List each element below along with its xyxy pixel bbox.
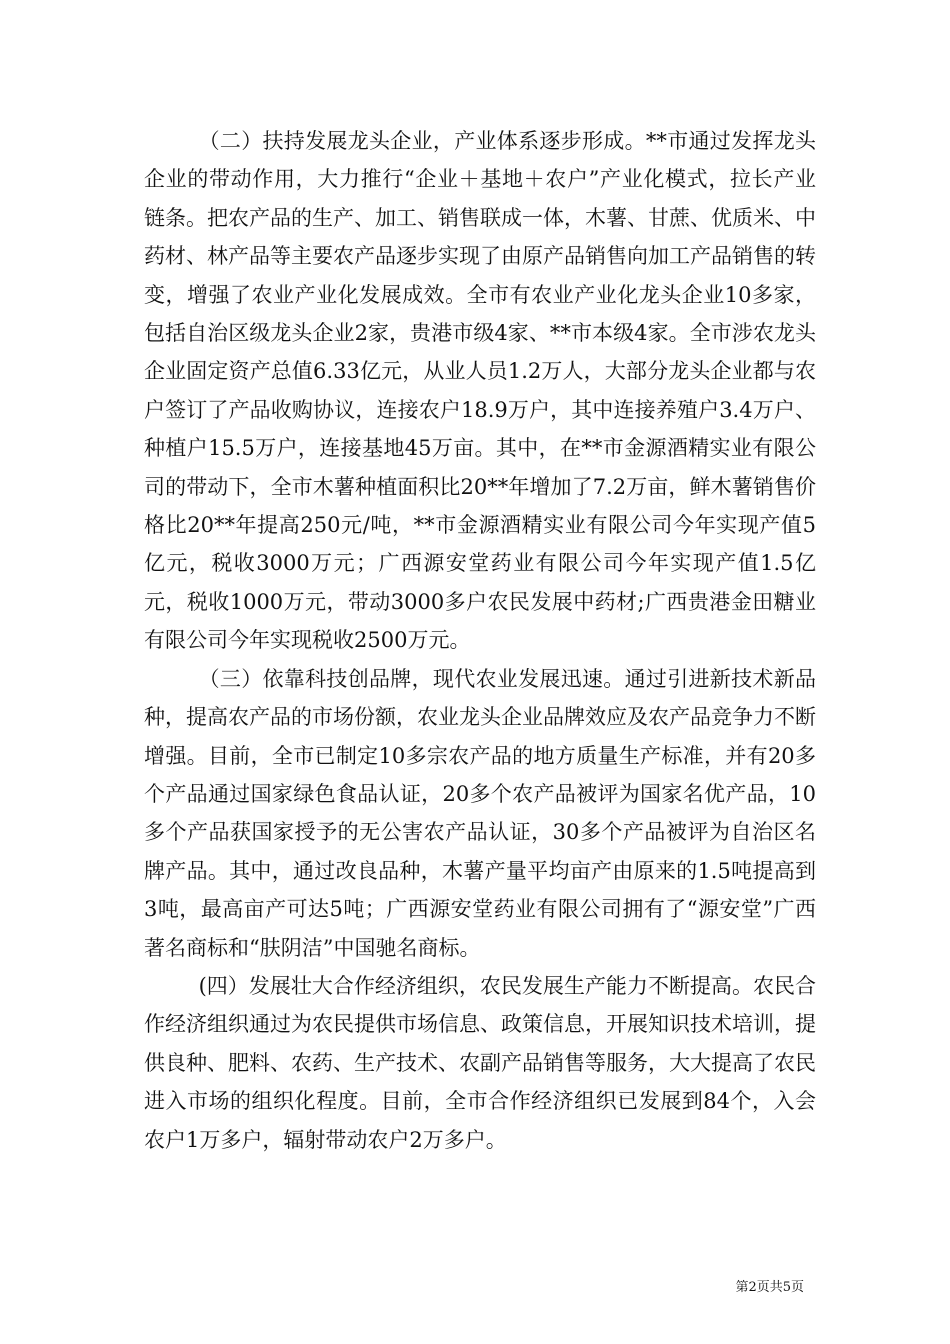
paragraph-4: (四）发展壮大合作经济组织，农民发展生产能力不断提高。农民合作经济组织通过为农民提供市场信息、政策信息，开展知识技术培训，提供良种、肥料、农药、生产技术、农副产品销售等服务，大大提高了农民进入市场的组织化程度。目前，全市合作经济组织已发展到84个，入会农户1万多户，辐射带动农户2万多户。 bbox=[144, 973, 816, 1152]
paragraph-2: （二）扶持发展龙头企业，产业体系逐步形成。**市通过发挥龙头企业的带动作用，大力推行“企业＋基地＋农户”产业化模式，拉长产业链条。把农产品的生产、加工、销售联成一体，木薯、甘蔗、优质米、中药材、林产品等主要农产品逐步实现了由原产品销售向加工产品销售的转变，增强了农业产业化发展成效。全市有农业产业化龙头企业10多家，包括自治区级龙头企业2家，贵港市级4家、**市本级4家。全市涉农龙头企业固定资产总值6.33亿元，从业人员1.2万人，大部分龙头企业都与农户签订了产品收购协议，连接农户18.9万户，其中连接养殖户3.4万户、种植户15.5万户，连接基地45万亩。其中，在**市金源酒精实业有限公司的带动下，全市木薯种植面积比20**年增加了7.2万亩，鲜木薯销售价格比20**年提高250元/吨，**市金源酒精实业有限公司今年实现产值5亿元，税收3000万元；广西源安堂药业有限公司今年实现产值1.5亿元，税收1000万元，带动3000多户农民发展中药材;广西贵港金田糖业有限公司今年实现税收2500万元。 bbox=[144, 129, 816, 653]
page-footer bbox=[735, 1276, 804, 1295]
page-number-indicator: 第2页共5页 bbox=[735, 1280, 804, 1295]
paragraph-3: （三）依靠科技创品牌，现代农业发展迅速。通过引进新技术新品种，提高农产品的市场份额，农业龙头企业品牌效应及农产品竞争力不断增强。目前，全市已制定10多宗农产品的地方质量生产标准，并有20多个产品通过国家绿色食品认证，20多个农产品被评为国家名优产品，10多个产品获国家授予的无公害农产品认证，30多个产品被评为自治区名牌产品。其中，通过改良品种，木薯产量平均亩产由原来的1.5吨提高到3吨，最高亩产可达5吨；广西源安堂药业有限公司拥有了“源安堂”广西著名商标和“肤阴洁”中国驰名商标。 bbox=[144, 666, 816, 960]
document-body bbox=[144, 122, 816, 1159]
